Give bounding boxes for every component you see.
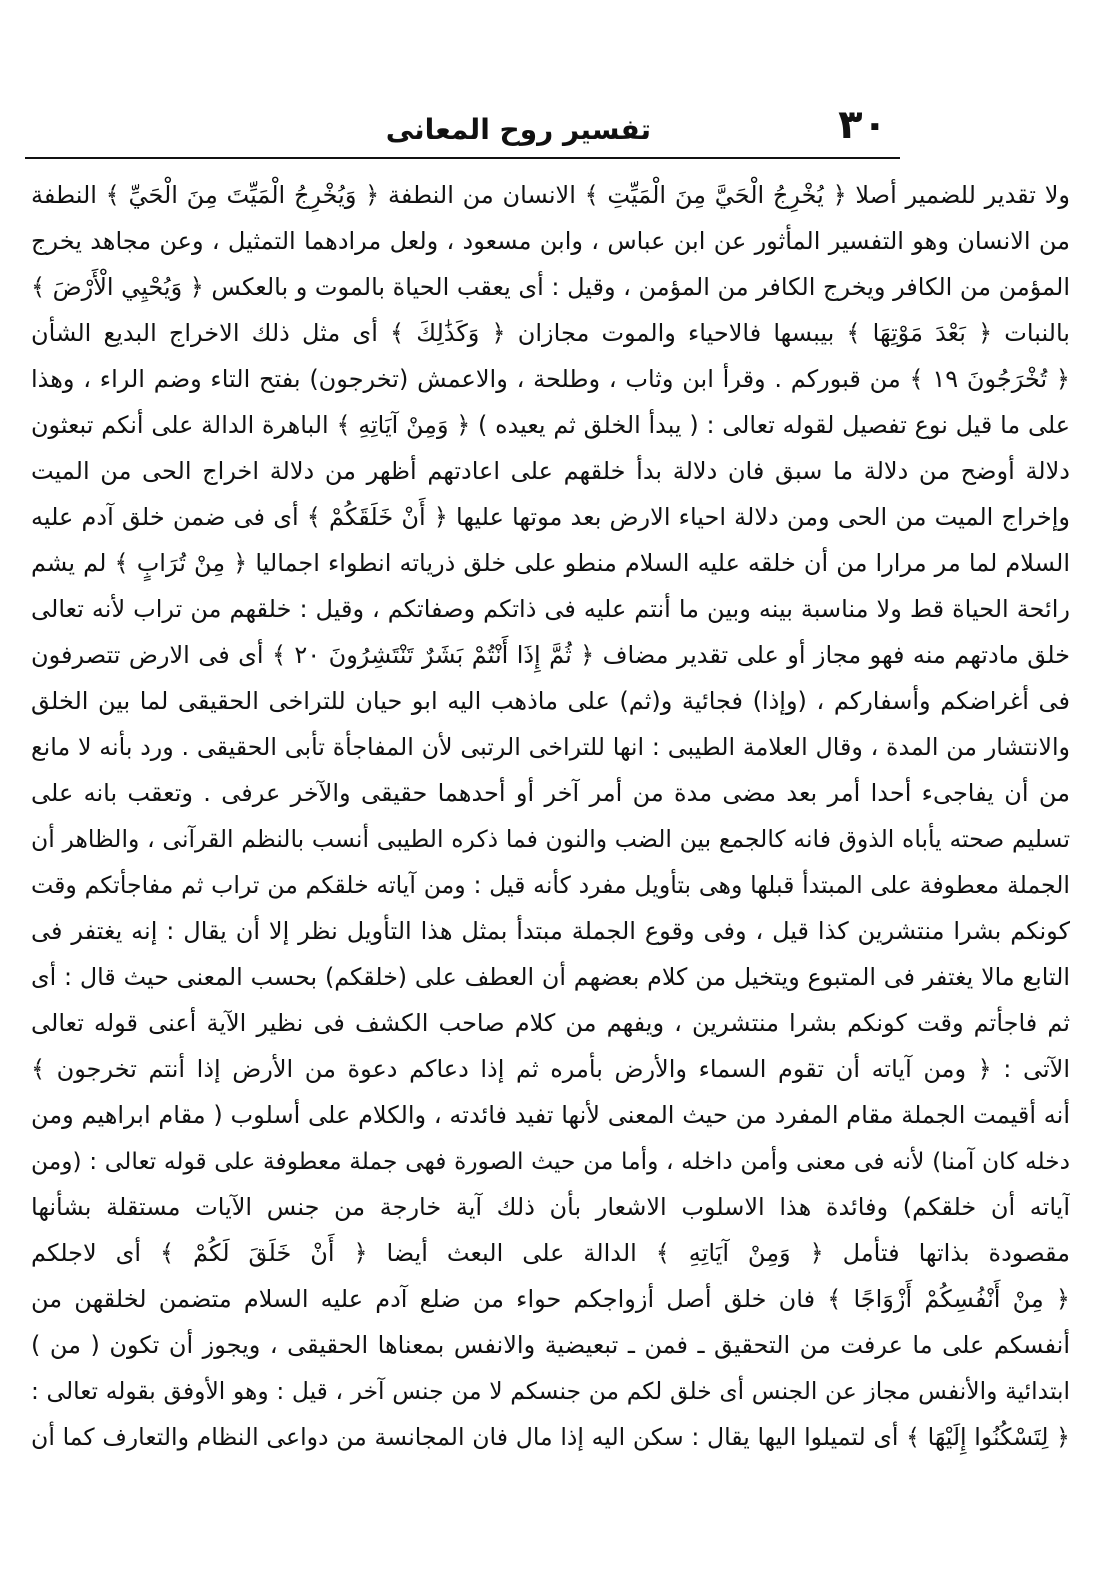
text-line: مقصودة بذاتها فتأمل ﴿ وَمِنْ آيَاتِهِ ﴾ الدالة على البعث أيضا ﴿ أَنْ خَلَقَ لَكُمْ ﴾ أى لاجلكم — [31, 1239, 1070, 1267]
text-line: رائحة الحياة قط ولا مناسبة بينه وبين ما أنتم عليه فى ذاتكم وصفاتكم ، وقيل : خلقهم من تراب لأنه تعالى — [31, 595, 1070, 623]
text-line: وإخراج الميت من الحى ومن دلالة احياء الارض بعد موتها عليها ﴿ أَنْ خَلَقَكُمْ ﴾ أى فى ضمن خلق آدم عليه — [31, 503, 1070, 531]
text-line: دلالة أوضح من دلالة ما سبق فان دلالة بدأ خلقهم على اعادتهم أظهر من دلالة اخراج الحى من الميت — [31, 457, 1070, 485]
text-line: ﴿ لِتَسْكُنُوا إِلَيْهَا ﴾ أى لتميلوا اليها يقال : سكن اليه إذا مال فان المجانسة من دواعى النظام والتعارف كما أن — [31, 1423, 1070, 1451]
text-line: ﴿ مِنْ أَنْفُسِكُمْ أَزْوَاجًا ﴾ فان خلق أصل أزواجكم حواء من ضلع آدم عليه السلام متضمن لخلقهن من — [31, 1285, 1070, 1313]
text-line: آياته أن خلقكم) وفائدة هذا الاسلوب الاشعار بأن ذلك آية خارجة من جنس الآيات مستقلة بشأنها — [31, 1193, 1070, 1221]
page-number: ٣٠ — [838, 102, 887, 148]
header-rule — [25, 157, 900, 159]
text-line: الآتى : ﴿ ومن آياته أن تقوم السماء والأرض بأمره ثم إذا دعاكم دعوة من الأرض إذا أنتم تخرجون ﴾ — [31, 1055, 1070, 1083]
text-line: المؤمن من الكافر ويخرج الكافر من المؤمن ، وقيل : أى يعقب الحياة بالموت و بالعكس ﴿ وَيُحْيِي الْأَرْضَ ﴾ — [31, 273, 1070, 301]
text-line: بالنبات ﴿ بَعْدَ مَوْتِهَا ﴾ بيبسها فالاحياء والموت مجازان ﴿ وَكَذَٰلِكَ ﴾ أى مثل ذلك الاخراج البديع الشأن — [31, 319, 1070, 347]
page-body — [30, 172, 1070, 1460]
text-line: تسليم صحته يأباه الذوق فانه كالجمع بين الضب والنون فما ذكره الطيبى أنسب بالنظم القرآنى ، والظاهر أن — [31, 825, 1070, 853]
text-line: السلام لما مر مرارا من أن خلقه عليه السلام منطو على خلق ذرياته انطواء اجماليا ﴿ مِنْ تُرَابٍ ﴾ لم يشم — [31, 549, 1070, 577]
text-line: كونكم بشرا منتشرين كذا قيل ، وفى وقوع الجملة مبتدأ بمثل هذا التأويل نظر إلا أن يقال : إنه يغتفر فى — [31, 917, 1070, 945]
text-line: من الانسان وهو التفسير المأثور عن ابن عباس ، وابن مسعود ، ولعل مرادهما التمثيل ، وعن مجاهد يخرج — [31, 227, 1070, 255]
text-line: فى أغراضكم وأسفاركم ، (وإذا) فجائية و(ثم) على ماذهب اليه ابو حيان للتراخى الحقيقى لما بين الخلق — [31, 687, 1070, 715]
running-title: تفسير روح المعانى — [385, 113, 651, 146]
text-line: والانتشار من المدة ، وقال العلامة الطيبى : انها للتراخى الرتبى لأن المفاجأة تأبى الحقيقى . ورد بأنه لا مانع — [31, 733, 1070, 761]
text-line: ثم فاجأتم وقت كونكم بشرا منتشرين ، ويفهم من كلام صاحب الكشف فى نظير الآية أعنى قوله تعالى — [31, 1009, 1070, 1037]
text-line: خلق مادتهم منه فهو مجاز أو على تقدير مضاف ﴿ ثُمَّ إِذَا أَنْتُمْ بَشَرٌ تَنْتَشِرُونَ ٢٠ ﴾ أى فى الارض تتصرفون — [31, 641, 1070, 669]
text-line: أنه أقيمت الجملة مقام المفرد من حيث المعنى لأنها تفيد فائدته ، والكلام على أسلوب ( مقام ابراهيم ومن — [31, 1101, 1070, 1129]
text-line: على ما قيل نوع تفصيل لقوله تعالى : ( يبدأ الخلق ثم يعيده ) ﴿ وَمِنْ آيَاتِهِ ﴾ الباهرة الدالة على أنكم تبعثون — [31, 411, 1070, 439]
text-line: دخله كان آمنا) لأنه فى معنى وأمن داخله ، وأما من حيث الصورة فهى جملة معطوفة على قوله تعالى : (ومن — [31, 1147, 1070, 1175]
text-line: من أن يفاجىء أحدا أمر بعد مضى مدة من أمر آخر أو أحدهما حقيقى والآخر عرفى . وتعقب بانه على — [31, 779, 1070, 807]
text-line: الجملة معطوفة على المبتدأ قبلها وهى بتأويل مفرد كأنه قيل : ومن آياته خلقكم من تراب ثم مفاجأتكم وقت — [31, 871, 1070, 899]
text-line: التابع مالا يغتفر فى المتبوع ويتخيل من كلام بعضهم أن العطف على (خلقكم) بحسب المعنى حيث قال : أى — [31, 963, 1070, 991]
text-line: ابتدائية والأنفس مجاز عن الجنس أى خلق لكم من جنسكم لا من جنس آخر ، قيل : وهو الأوفق بقوله تعالى : — [31, 1377, 1070, 1405]
text-line: أنفسكم على ما عرفت من التحقيق ـ فمن ـ تبعيضية والانفس بمعناها الحقيقى ، ويجوز أن تكون ( من ) — [31, 1331, 1070, 1359]
text-line: ﴿ تُخْرَجُونَ ١٩ ﴾ من قبوركم . وقرأ ابن وثاب ، وطلحة ، والاعمش (تخرجون) بفتح التاء وضم الراء ، وهذا — [31, 365, 1070, 393]
text-line: ولا تقدير للضمير أصلا ﴿ يُخْرِجُ الْحَيَّ مِنَ الْمَيِّتِ ﴾ الانسان من النطفة ﴿ وَيُخْرِجُ الْمَيِّتَ مِنَ الْحَيِّ ﴾ النطفة — [31, 181, 1070, 209]
